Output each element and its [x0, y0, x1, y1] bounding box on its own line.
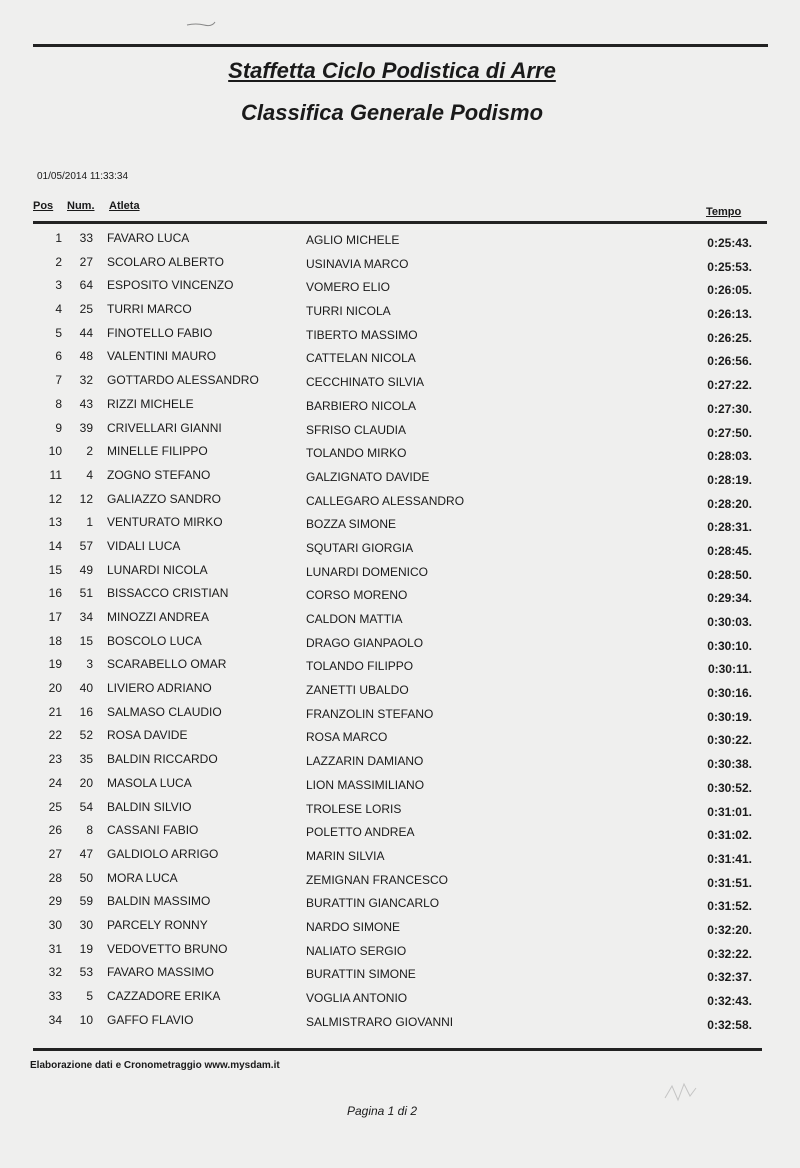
bib-number-cell: 49 — [79, 562, 93, 577]
athlete-2-cell: VOMERO ELIO — [306, 280, 391, 295]
athlete-1-cell: GOTTARDO ALESSANDRO — [107, 373, 259, 388]
athlete-1-cell: MASOLA LUCA — [107, 775, 192, 790]
athlete-2-cell: SFRISO CLAUDIA — [306, 422, 407, 437]
pos-cell: 34 — [48, 1012, 62, 1027]
bib-number-cell: 59 — [79, 894, 93, 909]
bib-number-cell: 52 — [79, 728, 93, 743]
athlete-2-cell: TURRI NICOLA — [306, 304, 391, 319]
bib-number-cell: 50 — [79, 870, 93, 885]
bib-number-cell: 35 — [79, 752, 93, 767]
pos-cell: 6 — [55, 349, 62, 364]
pos-cell: 29 — [48, 894, 62, 909]
athlete-2-cell: VOGLIA ANTONIO — [306, 991, 408, 1005]
table-row — [0, 371, 800, 395]
athlete-1-cell: RIZZI MICHELE — [107, 396, 194, 411]
table-row — [0, 845, 800, 869]
pos-cell: 28 — [48, 870, 62, 885]
pos-cell: 20 — [48, 681, 62, 696]
time-cell: 0:31:02. — [707, 828, 752, 843]
table-row — [0, 703, 800, 727]
time-cell: 0:30:19. — [707, 709, 752, 724]
bottom-rule — [33, 1048, 762, 1051]
athlete-2-cell: MARIN SILVIA — [306, 848, 385, 863]
time-cell: 0:27:50. — [707, 425, 752, 440]
athlete-1-cell: MINELLE FILIPPO — [107, 444, 208, 459]
bib-number-cell: 64 — [79, 278, 93, 293]
time-cell: 0:26:13. — [707, 307, 752, 322]
pos-cell: 18 — [48, 633, 62, 648]
athlete-2-cell: CATTELAN NICOLA — [306, 351, 416, 366]
table-row — [0, 963, 800, 987]
time-cell: 0:27:30. — [707, 401, 752, 416]
time-cell: 0:32:43. — [707, 994, 752, 1008]
athlete-1-cell: TURRI MARCO — [107, 302, 192, 317]
table-row — [0, 940, 800, 964]
column-header-tempo: Tempo — [706, 206, 742, 218]
pos-cell: 10 — [48, 444, 62, 459]
pos-cell: 12 — [48, 491, 62, 506]
table-row — [0, 324, 800, 348]
athlete-1-cell: GAFFO FLAVIO — [107, 1012, 194, 1027]
athlete-1-cell: ROSA DAVIDE — [107, 728, 188, 743]
athlete-2-cell: SALMISTRARO GIOVANNI — [306, 1014, 454, 1029]
bib-number-cell: 40 — [79, 681, 93, 696]
bib-number-cell: 47 — [79, 846, 93, 861]
athlete-1-cell: SCOLARO ALBERTO — [107, 254, 224, 269]
athlete-1-cell: CRIVELLARI GIANNI — [107, 420, 222, 435]
time-cell: 0:28:31. — [707, 520, 752, 535]
table-row — [0, 300, 800, 324]
athlete-2-cell: SQUTARI GIORGIA — [306, 540, 414, 555]
table-row — [0, 774, 800, 798]
scan-smudge — [660, 1078, 700, 1108]
bib-number-cell: 15 — [79, 633, 93, 648]
bib-number-cell: 10 — [79, 1012, 93, 1027]
athlete-1-cell: FINOTELLO FABIO — [107, 325, 213, 340]
column-header-atleta: Atleta — [109, 200, 140, 212]
athlete-2-cell: AGLIO MICHELE — [306, 233, 400, 247]
pos-cell: 33 — [48, 989, 62, 1003]
athlete-1-cell: VEDOVETTO BRUNO — [107, 941, 228, 956]
athlete-2-cell: TOLANDO MIRKO — [306, 446, 407, 461]
pos-cell: 27 — [48, 846, 62, 861]
pos-cell: 32 — [48, 965, 62, 980]
athlete-2-cell: GALZIGNATO DAVIDE — [306, 469, 430, 484]
pos-cell: 31 — [48, 941, 62, 956]
athlete-2-cell: BOZZA SIMONE — [306, 517, 397, 532]
bib-number-cell: 44 — [79, 325, 93, 340]
bib-number-cell: 57 — [79, 538, 93, 553]
time-cell: 0:28:03. — [707, 449, 752, 464]
time-cell: 0:26:56. — [707, 354, 752, 369]
pos-cell: 21 — [48, 704, 62, 719]
pos-cell: 1 — [55, 231, 62, 245]
athlete-2-cell: USINAVIA MARCO — [306, 256, 409, 271]
time-cell: 0:31:51. — [707, 875, 752, 890]
page-subtitle: Classifica Generale Podismo — [240, 100, 544, 125]
bib-number-cell: 32 — [79, 373, 93, 388]
table-row — [0, 561, 800, 585]
table-row — [0, 632, 800, 656]
pos-cell: 15 — [48, 562, 62, 577]
athlete-1-cell: FAVARO MASSIMO — [107, 965, 214, 980]
bib-number-cell: 16 — [79, 704, 93, 719]
athlete-2-cell: CALDON MATTIA — [306, 612, 403, 626]
pos-cell: 22 — [48, 728, 62, 743]
time-cell: 0:30:52. — [707, 780, 752, 795]
bib-number-cell: 43 — [79, 396, 93, 411]
athlete-2-cell: ZANETTI UBALDO — [306, 683, 409, 698]
athlete-1-cell: MINOZZI ANDREA — [107, 610, 210, 624]
bib-number-cell: 30 — [79, 917, 93, 932]
table-row — [0, 655, 800, 679]
athlete-1-cell: CAZZADORE ERIKA — [107, 989, 221, 1003]
table-row — [0, 442, 800, 466]
bib-number-cell: 27 — [79, 254, 93, 269]
time-cell: 0:31:52. — [707, 899, 752, 914]
pos-cell: 16 — [48, 586, 62, 601]
athlete-2-cell: TIBERTO MASSIMO — [306, 327, 418, 342]
time-cell: 0:32:20. — [707, 922, 752, 937]
table-row — [0, 798, 800, 822]
bib-number-cell: 53 — [79, 965, 93, 980]
bib-number-cell: 12 — [79, 491, 93, 506]
pos-cell: 3 — [55, 278, 62, 293]
time-cell: 0:32:37. — [707, 970, 752, 985]
athlete-2-cell: BURATTIN GIANCARLO — [306, 896, 440, 911]
pos-cell: 8 — [55, 396, 62, 411]
table-row — [0, 821, 800, 845]
time-cell: 0:31:01. — [707, 804, 752, 819]
pos-cell: 2 — [55, 254, 62, 269]
pos-cell: 11 — [49, 467, 62, 482]
column-header-pos: Pos — [33, 200, 54, 212]
pos-cell: 14 — [48, 538, 62, 553]
pos-cell: 19 — [48, 657, 62, 672]
column-header-num: Num. — [67, 200, 95, 212]
time-cell: 0:28:19. — [707, 472, 752, 487]
table-row — [0, 419, 800, 443]
athlete-2-cell: LAZZARIN DAMIANO — [306, 754, 424, 769]
pos-cell: 13 — [48, 515, 62, 530]
pos-cell: 26 — [48, 823, 62, 838]
table-row — [0, 892, 800, 916]
timestamp: 01/05/2014 11:33:34 — [37, 171, 129, 182]
pos-cell: 23 — [48, 752, 62, 767]
table-row — [0, 916, 800, 940]
bib-number-cell: 4 — [86, 467, 93, 482]
athlete-2-cell: CECCHINATO SILVIA — [306, 375, 425, 390]
time-cell: 0:30:10. — [707, 638, 752, 653]
athlete-2-cell: BARBIERO NICOLA — [306, 398, 417, 413]
table-row — [0, 253, 800, 277]
athlete-1-cell: BALDIN RICCARDO — [107, 752, 218, 767]
athlete-1-cell: LUNARDI NICOLA — [107, 562, 208, 577]
page-title: Staffetta Ciclo Podistica di Arre — [228, 58, 556, 83]
time-cell: 0:28:45. — [707, 543, 752, 558]
bib-number-cell: 1 — [86, 515, 93, 530]
table-row — [0, 726, 800, 750]
athlete-2-cell: TOLANDO FILIPPO — [306, 659, 414, 674]
time-cell: 0:26:05. — [707, 283, 752, 298]
time-cell: 0:25:43. — [707, 236, 752, 250]
time-cell: 0:32:58. — [707, 1017, 752, 1032]
athlete-1-cell: GALIAZZO SANDRO — [107, 491, 222, 506]
pos-cell: 7 — [55, 373, 62, 388]
table-row — [0, 347, 800, 371]
bib-number-cell: 8 — [86, 823, 93, 838]
bib-number-cell: 3 — [86, 657, 93, 672]
pos-cell: 25 — [48, 799, 62, 814]
athlete-1-cell: BALDIN MASSIMO — [107, 894, 211, 909]
table-row — [0, 584, 800, 608]
pos-cell: 30 — [48, 917, 62, 932]
athlete-1-cell: SCARABELLO OMAR — [107, 657, 227, 672]
athlete-2-cell: TROLESE LORIS — [306, 801, 402, 816]
bib-number-cell: 19 — [79, 941, 93, 956]
athlete-1-cell: MORA LUCA — [107, 870, 178, 885]
time-cell: 0:30:38. — [707, 757, 752, 772]
table-row — [0, 513, 800, 537]
table-row — [0, 869, 800, 893]
results-table — [0, 229, 800, 1034]
athlete-1-cell: BISSACCO CRISTIAN — [107, 586, 229, 601]
time-cell: 0:31:41. — [707, 851, 752, 866]
time-cell: 0:28:20. — [707, 496, 752, 511]
pos-cell: 9 — [55, 420, 62, 435]
athlete-2-cell: LUNARDI DOMENICO — [306, 564, 429, 579]
top-rule — [33, 44, 768, 47]
athlete-1-cell: VALENTINI MAURO — [107, 349, 217, 364]
athlete-1-cell: BOSCOLO LUCA — [107, 633, 202, 648]
table-row — [0, 987, 800, 1011]
time-cell: 0:28:50. — [707, 567, 752, 582]
table-row — [0, 679, 800, 703]
athlete-2-cell: BURATTIN SIMONE — [306, 967, 416, 982]
footer-credits: Elaborazione dati e Cronometraggio www.mysdam.it — [30, 1060, 280, 1071]
athlete-2-cell: CALLEGARO ALESSANDRO — [306, 493, 465, 508]
header-rule — [33, 221, 767, 224]
table-row — [0, 750, 800, 774]
time-cell: 0:26:25. — [707, 330, 752, 345]
page-number: Pagina 1 di 2 — [346, 1104, 418, 1118]
athlete-1-cell: BALDIN SILVIO — [107, 799, 192, 814]
athlete-1-cell: PARCELY RONNY — [107, 917, 208, 932]
table-row — [0, 490, 800, 514]
athlete-2-cell: NARDO SIMONE — [306, 919, 401, 934]
bib-number-cell: 20 — [79, 775, 93, 790]
athlete-1-cell: SALMASO CLAUDIO — [107, 704, 222, 719]
athlete-2-cell: FRANZOLIN STEFANO — [306, 706, 434, 721]
table-row — [0, 229, 800, 253]
athlete-2-cell: NALIATO SERGIO — [306, 943, 407, 958]
time-cell: 0:27:22. — [707, 378, 752, 393]
bib-number-cell: 34 — [79, 610, 93, 624]
pos-cell: 17 — [48, 610, 62, 624]
time-cell: 0:30:03. — [707, 615, 752, 629]
bib-number-cell: 39 — [79, 420, 93, 435]
athlete-1-cell: FAVARO LUCA — [107, 231, 190, 245]
bib-number-cell: 5 — [86, 989, 93, 1003]
time-cell: 0:25:53. — [707, 259, 752, 274]
bib-number-cell: 25 — [79, 302, 93, 317]
athlete-1-cell: ZOGNO STEFANO — [107, 467, 211, 482]
athlete-1-cell: VENTURATO MIRKO — [107, 515, 223, 530]
athlete-2-cell: ZEMIGNAN FRANCESCO — [306, 872, 449, 887]
table-row — [0, 1011, 800, 1035]
athlete-1-cell: GALDIOLO ARRIGO — [107, 846, 219, 861]
time-cell: 0:32:22. — [707, 946, 752, 961]
pen-mark — [186, 20, 216, 28]
athlete-2-cell: LION MASSIMILIANO — [306, 777, 425, 792]
bib-number-cell: 2 — [86, 444, 93, 459]
bib-number-cell: 48 — [79, 349, 93, 364]
athlete-1-cell: CASSANI FABIO — [107, 823, 199, 838]
table-row — [0, 466, 800, 490]
athlete-1-cell: LIVIERO ADRIANO — [107, 681, 212, 696]
table-row — [0, 608, 800, 632]
athlete-1-cell: VIDALI LUCA — [107, 538, 181, 553]
pos-cell: 5 — [55, 325, 62, 340]
athlete-2-cell: CORSO MORENO — [306, 588, 408, 603]
time-cell: 0:30:22. — [707, 733, 752, 748]
athlete-2-cell: DRAGO GIANPAOLO — [306, 635, 424, 650]
athlete-1-cell: ESPOSITO VINCENZO — [107, 278, 234, 293]
athlete-2-cell: ROSA MARCO — [306, 730, 388, 745]
table-row — [0, 537, 800, 561]
table-row — [0, 395, 800, 419]
pos-cell: 24 — [48, 775, 62, 790]
bib-number-cell: 51 — [79, 586, 93, 601]
bib-number-cell: 33 — [79, 231, 93, 245]
time-cell: 0:30:16. — [707, 686, 752, 701]
athlete-2-cell: POLETTO ANDREA — [306, 825, 415, 840]
time-cell: 0:29:34. — [707, 591, 752, 606]
bib-number-cell: 54 — [79, 799, 93, 814]
time-cell: 0:30:11. — [707, 662, 752, 677]
table-row — [0, 276, 800, 300]
pos-cell: 4 — [55, 302, 62, 317]
